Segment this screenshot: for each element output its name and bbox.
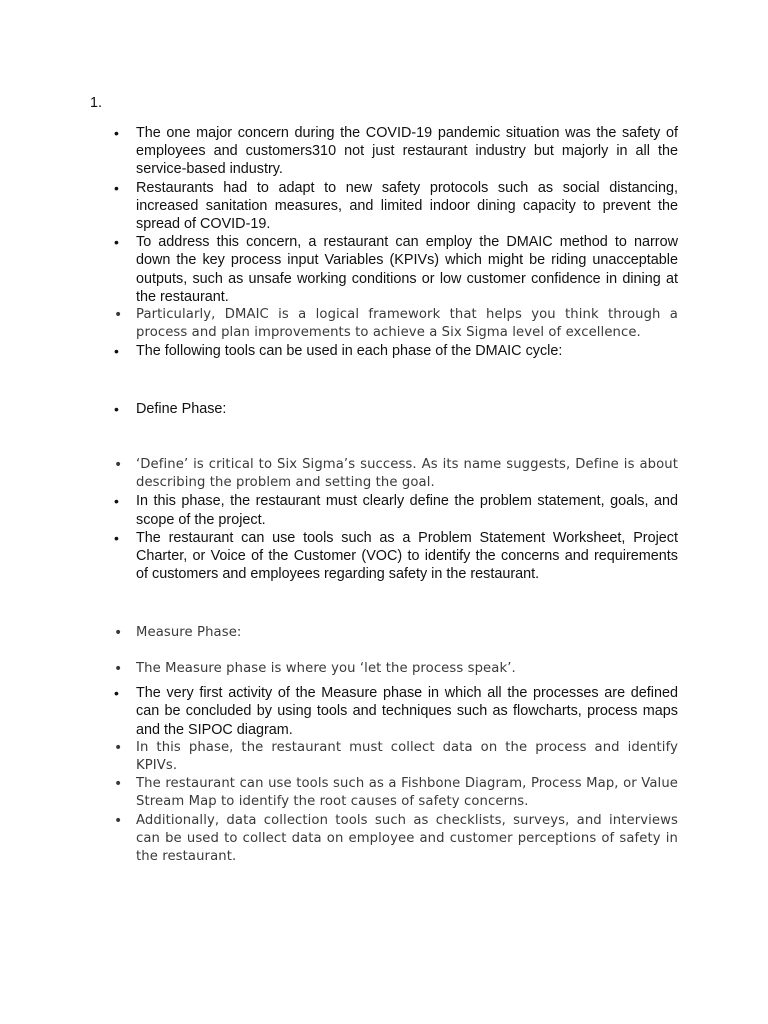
bullet-item: • To address this concern, a restaurant can employ the DMAIC method to narrow down the key process input Variables (KPIVs) which might be riding unacceptable outputs, such as unsafe working conditions or low customer confidence in dining at the restaurant. bbox=[136, 233, 678, 306]
bullet-item: • The following tools can be used in each phase of the DMAIC cycle: bbox=[136, 342, 678, 360]
list-number: 1. bbox=[90, 95, 103, 111]
bullet-item: • Restaurants had to adapt to new safety protocols such as social distancing, increased sanitation measures, and limited indoor dining capacity to prevent the spread of COVID-19. bbox=[136, 179, 678, 234]
bullet-item: • The very first activity of the Measure phase in which all the processes are defined can be concluded by using tools and techniques such as flowcharts, process maps and the SIPOC diagram. bbox=[136, 684, 678, 739]
define-bullet-list bbox=[0, 456, 678, 583]
measure-bullet-list bbox=[0, 660, 678, 866]
measure-phase-heading: • Measure Phase: bbox=[136, 624, 678, 642]
intro-bullet-list bbox=[0, 124, 678, 361]
bullet-item: • ‘Define’ is critical to Six Sigma’s success. As its name suggests, Define is about describing the problem and setting the goal. bbox=[136, 456, 678, 492]
bullet-item: • In this phase, the restaurant must clearly define the problem statement, goals, and scope of the project. bbox=[136, 492, 678, 528]
bullet-item: • The Measure phase is where you ‘let the process speak’. bbox=[136, 660, 678, 678]
bullet-item: • The one major concern during the COVID-19 pandemic situation was the safety of employees and customers310 not just restaurant industry but majorly in all the service-based industry. bbox=[136, 124, 678, 179]
bullet-item: • In this phase, the restaurant must collect data on the process and identify KPIVs. bbox=[136, 739, 678, 775]
bullet-item: • The restaurant can use tools such as a Fishbone Diagram, Process Map, or Value Stream Map to identify the root causes of safety concerns. bbox=[136, 775, 678, 811]
define-phase-heading: • Define Phase: bbox=[136, 400, 678, 418]
bullet-item: • Additionally, data collection tools such as checklists, surveys, and interviews can be used to collect data on employee and customer perceptions of safety in the restaurant. bbox=[136, 812, 678, 867]
bullet-item: • The restaurant can use tools such as a Problem Statement Worksheet, Project Charter, or Voice of the Customer (VOC) to identify the concerns and requirements of customers and employees regarding safety in the restaurant. bbox=[136, 529, 678, 584]
measure-heading-list bbox=[0, 624, 678, 642]
bullet-item: • Particularly, DMAIC is a logical framework that helps you think through a process and plan improvements to achieve a Six Sigma level of excellence. bbox=[136, 306, 678, 342]
define-heading-list bbox=[0, 400, 678, 418]
